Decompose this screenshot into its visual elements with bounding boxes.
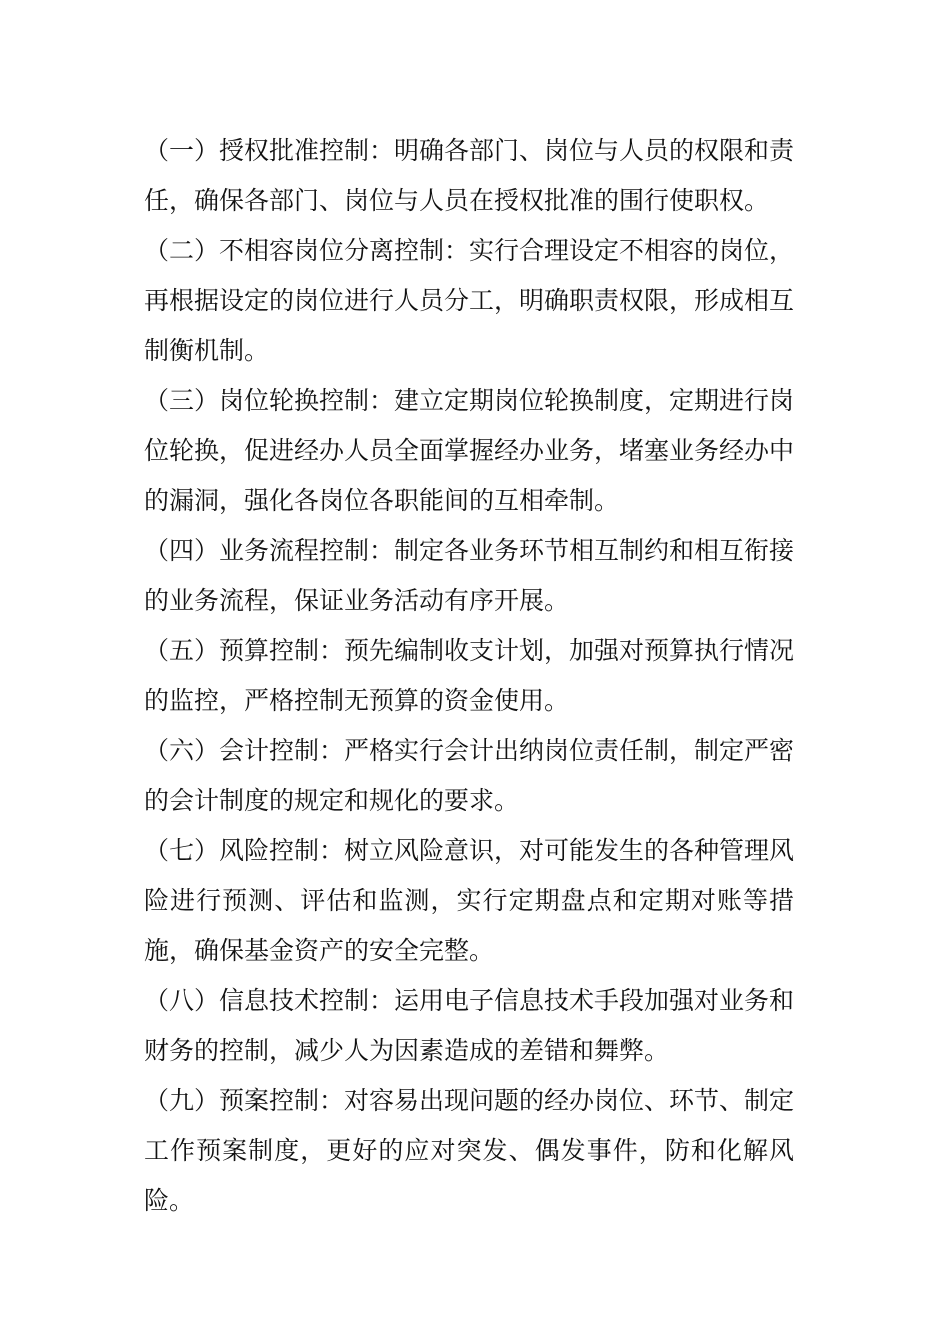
paragraph-contingency-control: （九）预案控制：对容易出现问题的经办岗位、环节、制定工作预案制度，更好的应对突发、偶发事件，防和化解风险。 [144, 1086, 795, 1215]
document-body [144, 126, 794, 1226]
paragraph-authorization-control: （一）授权批准控制：明确各部门、岗位与人员的权限和责任，确保各部门、岗位与人员在授权批准的围行使职权。 [144, 136, 795, 215]
paragraph-rotation-control: （三）岗位轮换控制：建立定期岗位轮换制度，定期进行岗位轮换，促进经办人员全面掌握经办业务，堵塞业务经办中的漏洞，强化各岗位各职能间的互相牵制。 [144, 386, 795, 515]
paragraph-it-control: （八）信息技术控制：运用电子信息技术手段加强对业务和财务的控制，减少人为因素造成的差错和舞弊。 [144, 986, 795, 1065]
paragraph-risk-control: （七）风险控制：树立风险意识，对可能发生的各种管理风险进行预测、评估和监测，实行定期盘点和定期对账等措施，确保基金资产的安全完整。 [144, 836, 795, 965]
paragraph-process-control: （四）业务流程控制：制定各业务环节相互制约和相互衔接的业务流程，保证业务活动有序开展。 [144, 536, 795, 615]
paragraph-segregation-control: （二）不相容岗位分离控制：实行合理设定不相容的岗位，再根据设定的岗位进行人员分工，明确职责权限，形成相互制衡机制。 [144, 236, 795, 365]
paragraph-accounting-control: （六）会计控制：严格实行会计出纳岗位责任制，制定严密的会计制度的规定和规化的要求。 [144, 736, 795, 815]
paragraph-budget-control: （五）预算控制：预先编制收支计划，加强对预算执行情况的监控，严格控制无预算的资金使用。 [144, 636, 795, 715]
